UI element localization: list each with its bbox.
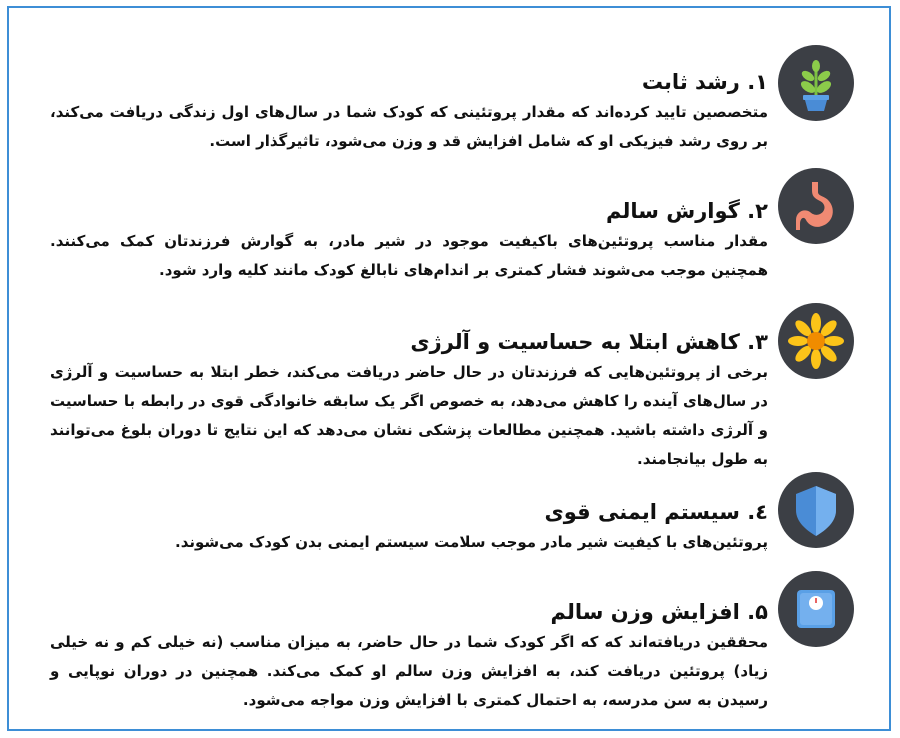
section-3-text: برخی از پروتئین‌هایی که فرزندتان در حال حاضر دریافت می‌کند، خطر ابتلا به حساسیت و آلرژی در سال‌های آینده را کاهش می‌دهد، به خصوص اگر یک سابقه خانوادگی قوی در رابطه با حساسیت و آلرژی داشته باشید. همچنین مطالعات پزشکی نشان می‌دهد که این نتایج تا دوران بلوغ می‌توانند به طول بیانجامند. [50, 363, 768, 468]
section-5-title: ۵. افزایش وزن سالم [550, 600, 768, 624]
section-2 [50, 197, 768, 285]
stomach-icon [778, 168, 854, 244]
flower-icon [778, 303, 854, 379]
section-4-title: ٤. سیستم ایمنی قوی [544, 500, 768, 524]
section-4 [50, 498, 768, 557]
section-1 [50, 68, 768, 156]
section-4-text: پروتئین‌های با کیفیت شیر مادر موجب سلامت سیستم ایمنی بدن کودک می‌شوند. [175, 533, 768, 551]
section-5-text: محققین دریافته‌اند که که اگر کودک شما در حال حاضر، به میزان مناسب (نه خیلی کم و نه خیلی زیاد) پروتئین دریافت کند، به افزایش وزن سالم او کمک می‌کند. همچنین در دوران نوپایی و رسیدن به سن مدرسه، به احتمال کمتری با افزایش وزن مواجه می‌شود. [50, 633, 768, 709]
weighing-scale-icon [778, 571, 854, 647]
shield-icon [778, 472, 854, 548]
section-2-title: ۲. گوارش سالم [606, 199, 768, 223]
section-3-title: ۳. کاهش ابتلا به حساسیت و آلرژی [410, 330, 768, 354]
section-1-title: ۱. رشد ثابت [641, 70, 768, 94]
section-1-text: متخصصین تایید کرده‌اند که مقدار پروتئینی که کودک شما در سال‌های اول زندگی دریافت می‌کند، بر روی رشد فیزیکی او که شامل افزایش قد و وزن می‌شود، تاثیرگذار است. [50, 103, 768, 150]
section-5 [50, 598, 768, 715]
section-3 [50, 328, 768, 474]
plant-icon [778, 45, 854, 121]
section-2-text: مقدار مناسب پروتئین‌های باکیفیت موجود در شیر مادر، به گوارش فرزندتان کمک می‌کنند. همچنین موجب می‌شوند فشار کمتری بر اندام‌های نابالغ کودک مانند کلیه وارد شود. [50, 232, 768, 279]
